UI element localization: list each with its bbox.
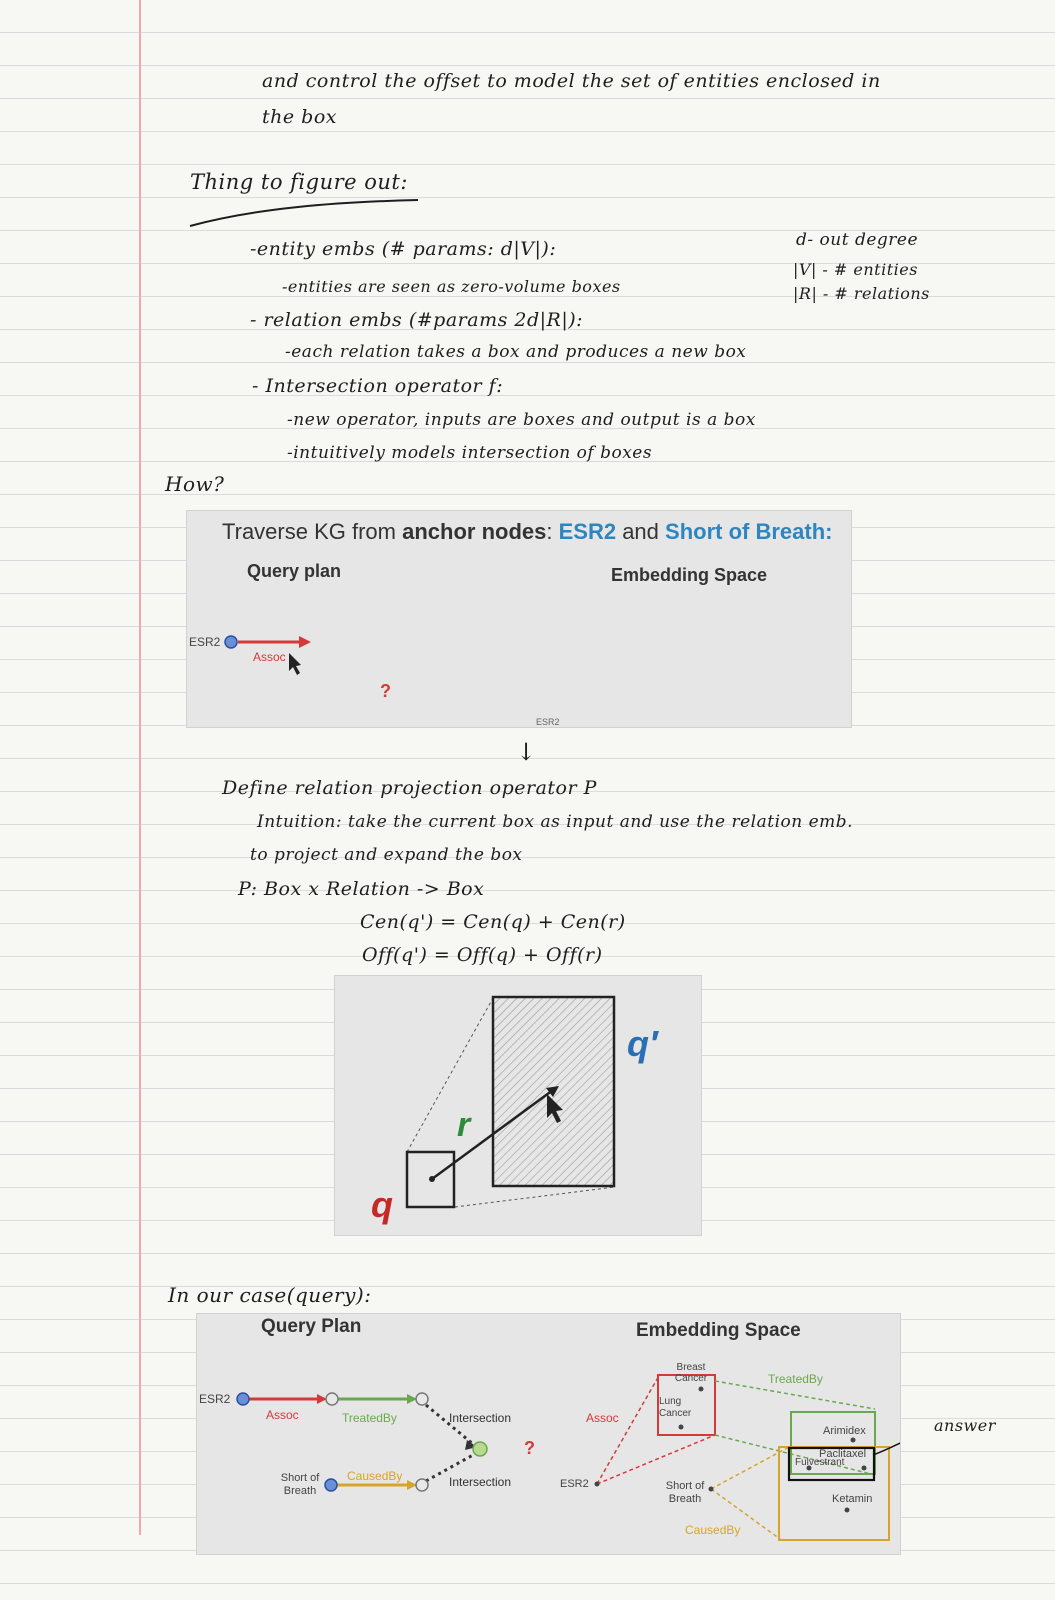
slide3-embedding-space: Embedding Space bbox=[636, 1320, 801, 1341]
intersection-line: - Intersection operator f: bbox=[252, 375, 504, 397]
emb-fulvestrant-point bbox=[862, 1466, 867, 1471]
qp-mid-node-1 bbox=[326, 1393, 338, 1405]
intersection-sub-1: -new operator, inputs are boxes and output is a box bbox=[287, 410, 756, 430]
emb-assoc-edge-1 bbox=[597, 1374, 660, 1484]
define-line: Define relation projection operator P bbox=[222, 777, 597, 799]
note-line-2: the box bbox=[262, 106, 337, 128]
intuition-line: Intuition: take the current box as input and use the relation emb. bbox=[257, 812, 854, 832]
relation-line: - relation embs (#params 2d|R|): bbox=[250, 309, 584, 331]
section-heading: Thing to figure out: bbox=[190, 170, 408, 194]
slide1-question: ? bbox=[380, 681, 391, 701]
slide1-edge-assoc: Assoc bbox=[253, 650, 286, 664]
emb-fulvestrant: Fulvestrant bbox=[795, 1457, 845, 1468]
label-q: q bbox=[371, 1184, 393, 1225]
emb-sob: Short of Breath bbox=[665, 1480, 705, 1505]
note-line-1: and control the offset to model the set of entities enclosed in bbox=[262, 70, 881, 92]
qp-answer-node bbox=[473, 1442, 487, 1456]
slide3-treatedby: TreatedBy bbox=[342, 1411, 397, 1425]
slide3-intersection-2: Intersection bbox=[449, 1475, 512, 1489]
slide1-title-esr2: ESR2 bbox=[558, 519, 617, 544]
qp-mid-node-3 bbox=[416, 1479, 428, 1491]
emb-treatedby: TreatedBy bbox=[768, 1372, 823, 1386]
qp-esr2-node bbox=[237, 1393, 249, 1405]
slide1-embedding-space: Embedding Space bbox=[611, 565, 768, 585]
heading-underline bbox=[186, 196, 426, 232]
slide1-query-plan: Query plan bbox=[247, 561, 342, 581]
esr2-node bbox=[225, 636, 237, 648]
emb-arimidex: Arimidex bbox=[823, 1425, 866, 1437]
assoc-arrowhead bbox=[299, 636, 311, 648]
label-r: r bbox=[457, 1106, 471, 1144]
intersection-sub-2: -intuitively models intersection of boxes bbox=[287, 443, 653, 463]
relation-sub: -each relation takes a box and produces a new box bbox=[285, 342, 747, 362]
projection-diagram bbox=[335, 976, 701, 1235]
slide1-title-sep: : bbox=[546, 519, 559, 544]
legend-line-1: d- out degree bbox=[796, 230, 919, 250]
slide3-assoc: Assoc bbox=[266, 1408, 299, 1422]
emb-causedby-edge-1 bbox=[711, 1447, 789, 1489]
slide1-bottom-label: ESR2 bbox=[536, 717, 560, 727]
slide1-title-and: and bbox=[616, 519, 666, 544]
emb-assoc: Assoc bbox=[586, 1411, 619, 1425]
slide3-intersection-1: Intersection bbox=[449, 1411, 512, 1425]
emb-lung-cancer-point bbox=[679, 1425, 684, 1430]
legend-line-2: |V| - # entities bbox=[793, 260, 918, 279]
projection-guide-bottom bbox=[455, 1187, 615, 1207]
qp-mid-node-2 bbox=[416, 1393, 428, 1405]
slide1-title-bold: anchor nodes bbox=[402, 519, 547, 544]
slide3-esr2: ESR2 bbox=[199, 1392, 231, 1406]
projection-guide-top bbox=[407, 998, 493, 1152]
slide3-question: ? bbox=[524, 1438, 535, 1458]
emb-causedby: CausedBy bbox=[685, 1523, 741, 1537]
slide-traverse-kg bbox=[186, 510, 852, 728]
label-q-prime: q′ bbox=[627, 1023, 658, 1064]
emb-lung-cancer: Lung Cancer bbox=[659, 1396, 692, 1419]
mouse-cursor-icon bbox=[289, 653, 301, 675]
entity-line: -entity embs (# params: d|V|): bbox=[250, 238, 557, 260]
our-case-label: In our case(query): bbox=[168, 1283, 372, 1307]
cen-formula: Cen(q') = Cen(q) + Cen(r) bbox=[360, 911, 626, 933]
slide3-causedby: CausedBy bbox=[347, 1469, 403, 1483]
slide-box-projection bbox=[334, 975, 702, 1236]
intuition-line-2: to project and expand the box bbox=[250, 845, 523, 865]
signature-line: P: Box x Relation -> Box bbox=[238, 878, 485, 900]
entity-sub: -entities are seen as zero-volume boxes bbox=[282, 277, 621, 296]
emb-esr2: ESR2 bbox=[560, 1478, 589, 1490]
qp-sob-node bbox=[325, 1479, 337, 1491]
slide3-sob: Short of Breath bbox=[280, 1472, 320, 1497]
slide1-node-esr2: ESR2 bbox=[189, 635, 221, 649]
slide3-query-plan: Query Plan bbox=[261, 1316, 362, 1337]
legend-line-3: |R| - # relations bbox=[793, 284, 930, 303]
margin-line bbox=[139, 0, 141, 1535]
emb-esr2-point bbox=[595, 1482, 600, 1487]
down-arrow: ↓ bbox=[516, 738, 537, 766]
emb-paclitaxel: Paclitaxel bbox=[819, 1448, 867, 1460]
emb-breast-cancer-point bbox=[699, 1387, 704, 1392]
slide-full-query bbox=[196, 1313, 901, 1555]
slide3-graph bbox=[197, 1314, 900, 1554]
slide1-title-pre: Traverse KG from bbox=[222, 519, 403, 544]
off-formula: Off(q') = Off(q) + Off(r) bbox=[362, 944, 603, 966]
emb-assoc-edge-2 bbox=[597, 1435, 715, 1484]
emb-ketamin-point bbox=[845, 1508, 850, 1513]
slide1-title-sob: Short of Breath: bbox=[665, 519, 833, 544]
slide1-graph bbox=[187, 511, 851, 727]
answer-note: answer bbox=[934, 1416, 996, 1435]
answer-pointer bbox=[873, 1431, 900, 1455]
emb-breast-cancer: Breast Cancer bbox=[674, 1362, 708, 1384]
emb-ketamin: Ketamin bbox=[832, 1493, 873, 1505]
emb-arimidex-point bbox=[851, 1438, 856, 1443]
how-label: How? bbox=[165, 472, 225, 496]
